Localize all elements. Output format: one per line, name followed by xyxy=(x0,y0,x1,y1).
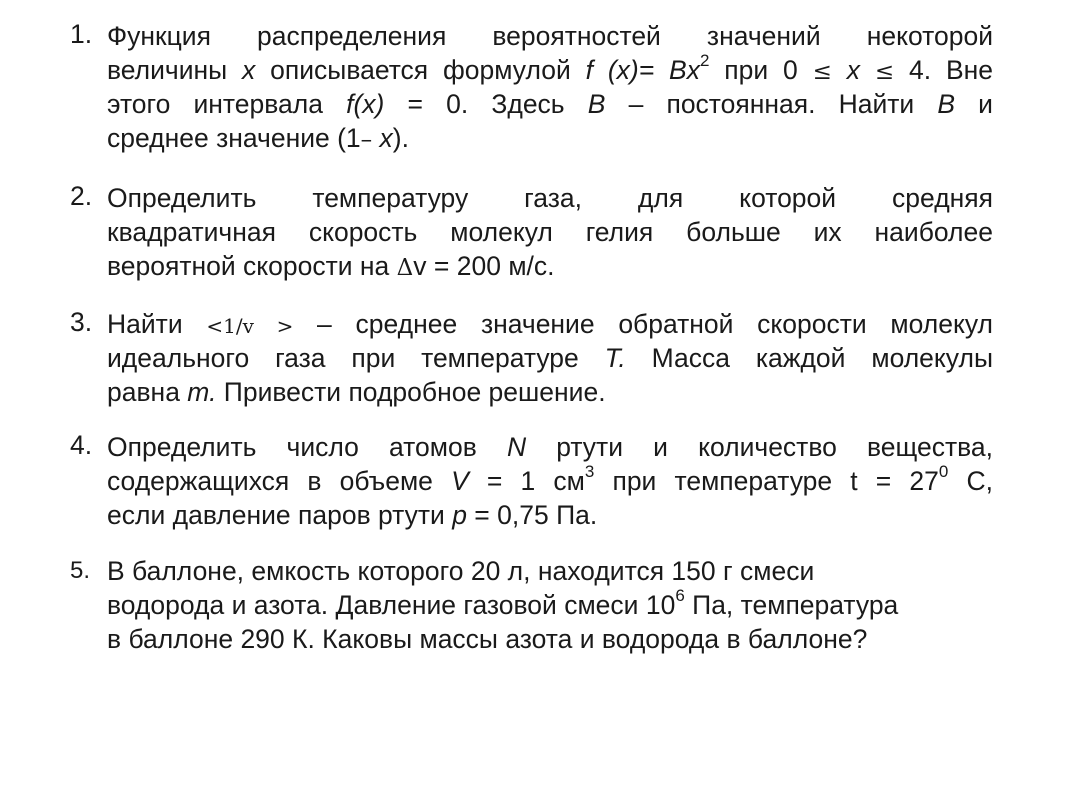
problem-line: среднее значение (1– x). xyxy=(107,123,409,153)
math-symbol: ≤ xyxy=(812,59,832,85)
italic-symbol: V xyxy=(451,466,469,496)
italic-symbol: т. xyxy=(187,377,217,407)
problem-number: 2. xyxy=(70,181,93,211)
math-symbol: ≤ xyxy=(874,59,895,85)
problem-line: если давление паров ртути р = 0,75 Па. xyxy=(107,500,598,530)
problem-number: 3. xyxy=(70,307,93,337)
problem-text xyxy=(107,554,993,656)
problem-line: Определить число атомов N ртути и количество вещества, xyxy=(107,432,994,462)
problem-line: водорода и азота. Давление газовой смеси $10^6$ Па, температура xyxy=(107,586,899,620)
problem-line: В баллоне, емкость которого 20 л, находится 150 г смеси xyxy=(107,556,815,586)
italic-symbol: x xyxy=(242,55,256,85)
italic-symbol: B xyxy=(937,89,956,119)
problem-number: 5. xyxy=(70,557,91,584)
problem-line: Определить температуру газа, для которой средняя xyxy=(107,183,993,213)
superscript: 6 xyxy=(675,586,685,605)
math-expression: <1/v > xyxy=(206,314,294,338)
problem-line: вероятной скорости на Δv = 200 м/с. xyxy=(107,251,555,281)
italic-symbol: x xyxy=(379,123,393,153)
problem-line: этого интервала f(x) = 0. Здесь B – постоянная. Найти B и xyxy=(107,89,993,119)
italic-symbol: f (x)= Bx xyxy=(585,55,700,85)
problem-line: квадратичная скорость молекул гелия больше их наиболее xyxy=(107,217,993,247)
problem-line: содержащихся в объеме V = 1 $см^3$ при температуре $t = 27^0$ С, xyxy=(107,462,993,496)
problem-line: идеального газа при температуре T. Масса каждой молекулы xyxy=(107,343,993,373)
italic-symbol: x xyxy=(846,55,861,85)
math-symbol: Δ xyxy=(396,255,414,281)
italic-symbol: f(x) xyxy=(346,89,385,119)
problem-line: Функция распределения вероятностей значений некоторой xyxy=(107,21,993,51)
superscript: 3 xyxy=(584,462,595,481)
problem-text xyxy=(107,19,993,155)
problem-line: в баллоне 290 К. Каковы массы азота и водорода в баллоне? xyxy=(107,624,868,654)
problem-text xyxy=(107,307,993,409)
problem-line: Найти <1/v > – среднее значение обратной скорости молекул xyxy=(107,309,994,339)
italic-symbol: T. xyxy=(604,343,626,373)
italic-symbol: N xyxy=(506,432,527,462)
italic-symbol: B xyxy=(587,89,606,119)
problem-text xyxy=(107,430,993,532)
problem-line: величины x описывается формулой f $(x)= Bx^2$ при 0 ≤ x ≤ 4. Вне xyxy=(107,51,994,85)
italic-symbol: р xyxy=(452,500,467,530)
math-symbol: – xyxy=(360,127,373,153)
problem-number: 4. xyxy=(70,430,93,460)
superscript: 0 xyxy=(938,462,949,481)
problem-text xyxy=(107,181,993,283)
superscript: 2 xyxy=(699,51,710,70)
problem-number: 1. xyxy=(70,19,93,49)
problem-line: равна т. Привести подробное решение. xyxy=(107,377,606,407)
